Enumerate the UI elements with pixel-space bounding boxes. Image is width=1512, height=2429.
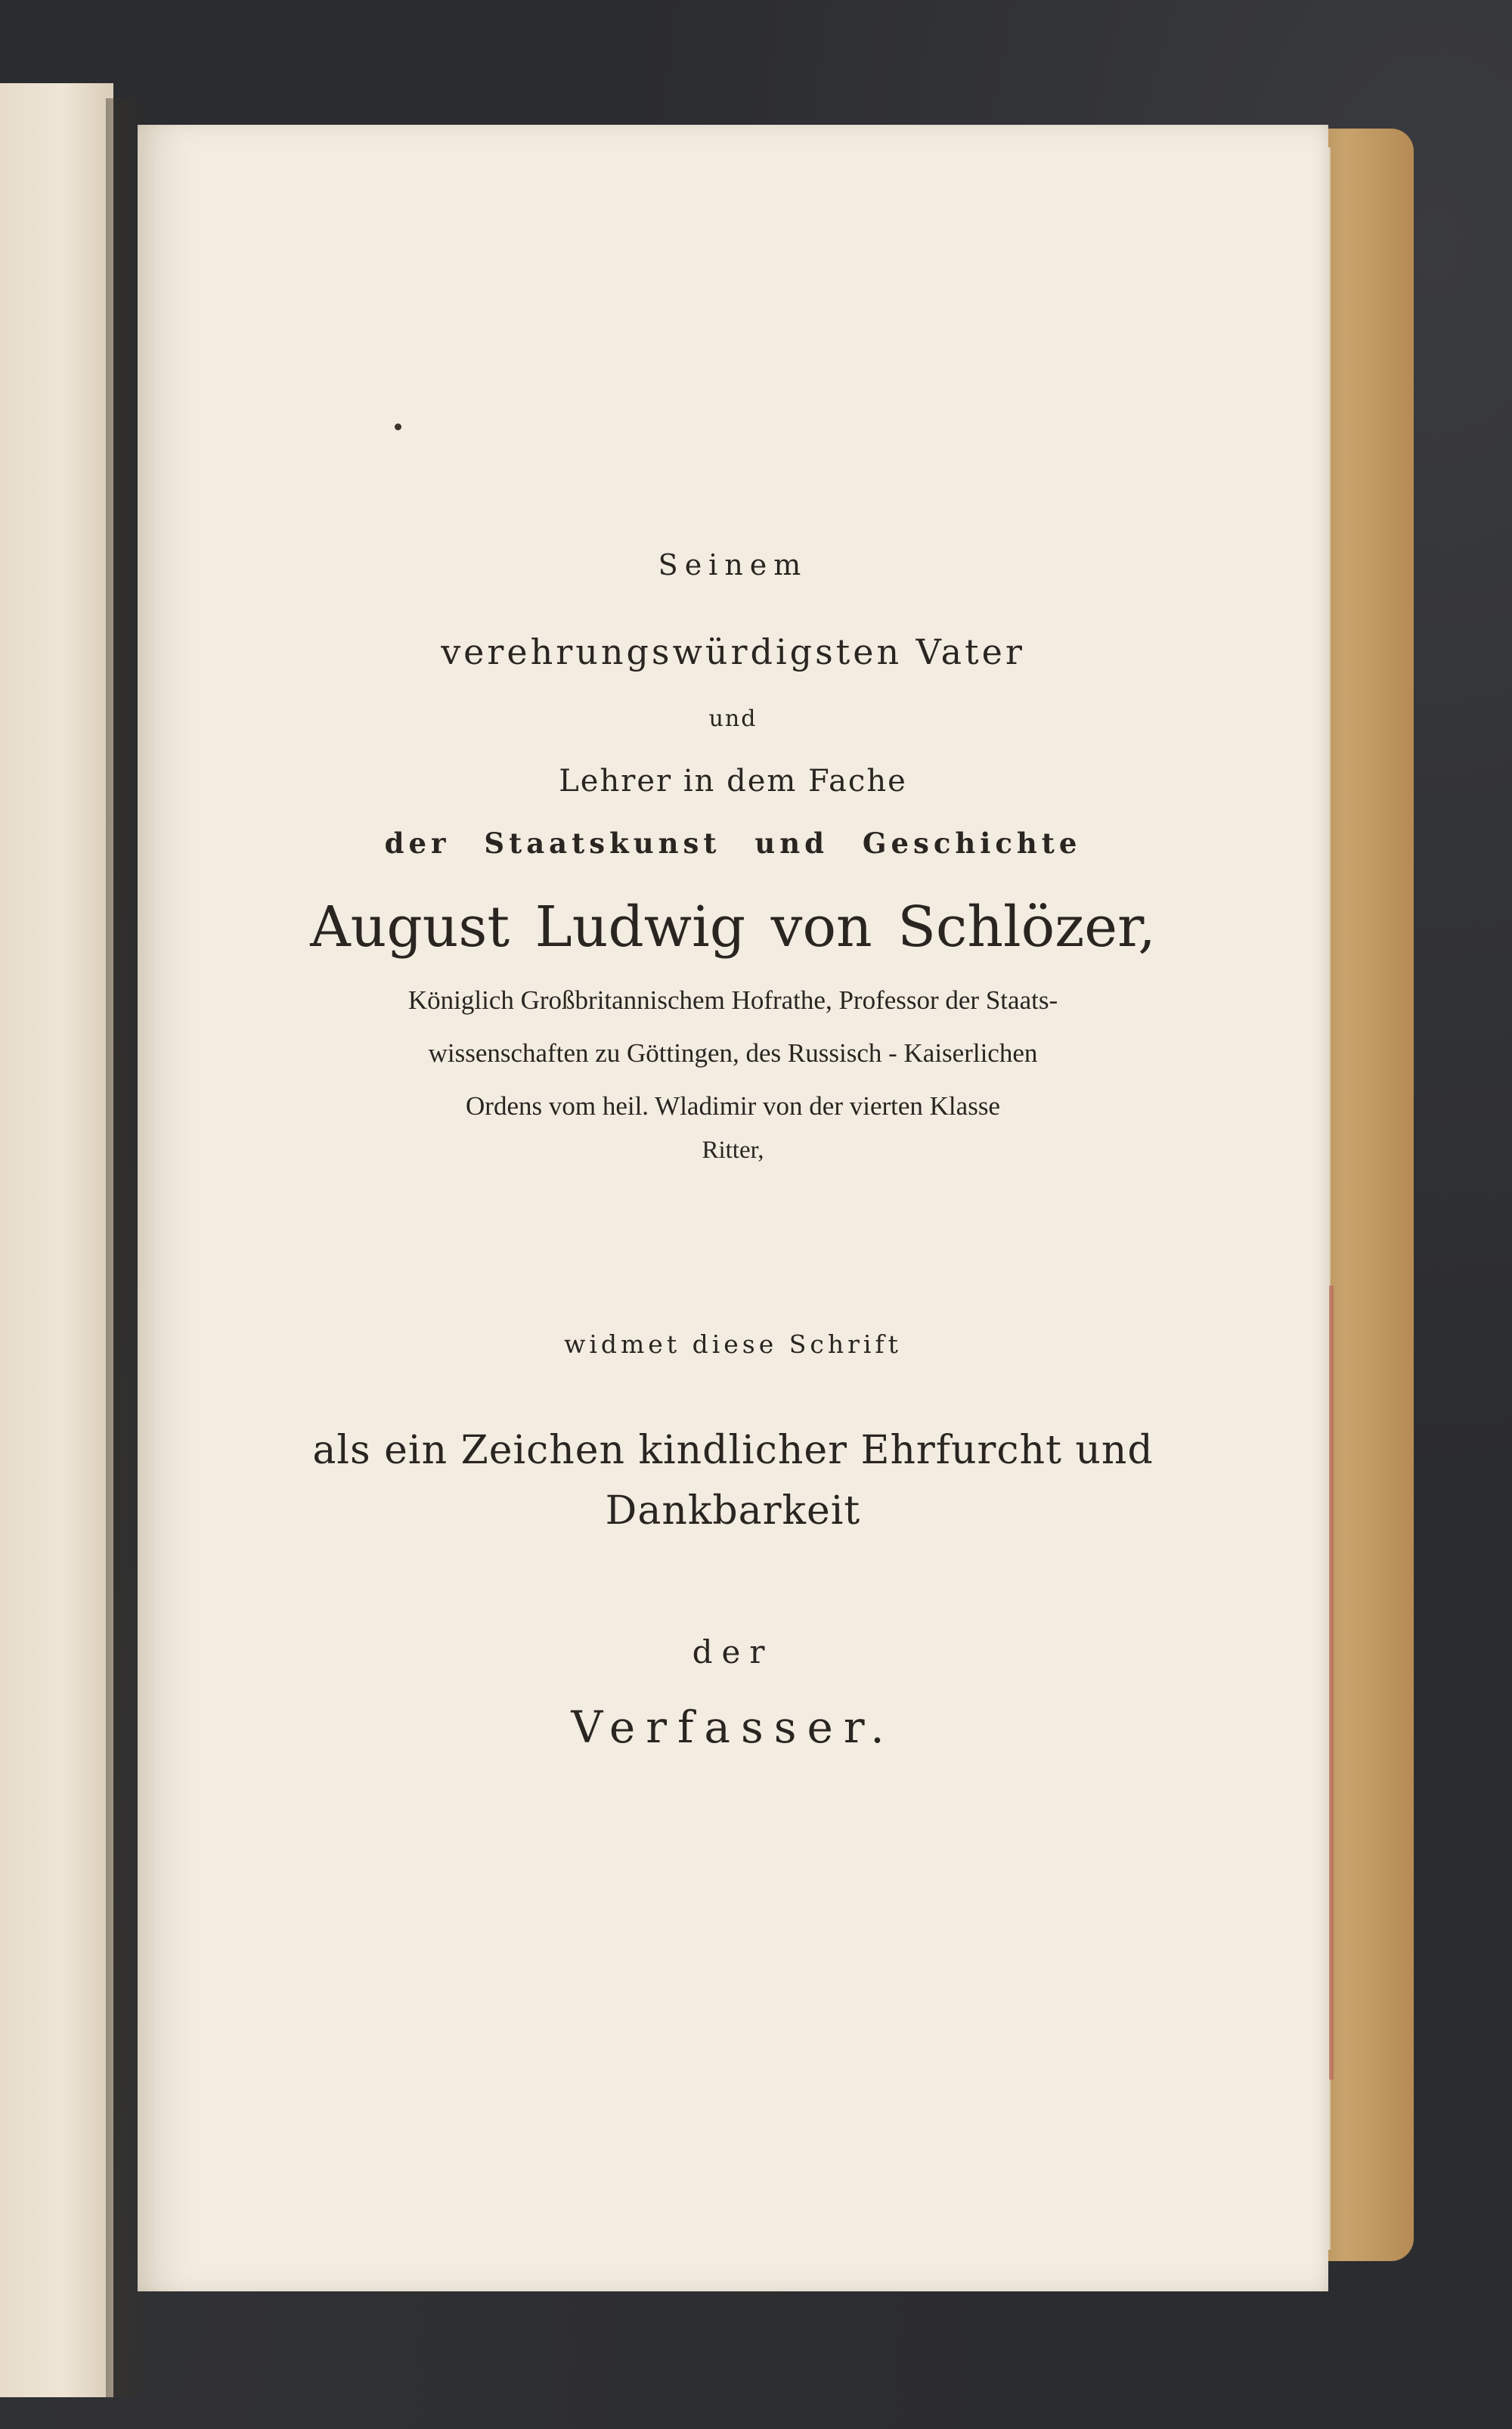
ink-speck — [395, 423, 401, 430]
purpose-line: Dankbarkeit — [605, 1488, 861, 1534]
honoree-title-line: Ritter, — [702, 1137, 764, 1164]
dedication-line-vater: verehrungswürdigsten Vater — [441, 631, 1025, 672]
honoree-title-line: Ordens vom heil. Wladimir von der vierten Klasse — [466, 1091, 1000, 1121]
purpose-line: als ein Zeichen kindlicher Ehrfurcht und — [312, 1428, 1154, 1473]
facing-page-edge — [0, 83, 113, 2397]
closing-article: der — [692, 1633, 774, 1671]
honoree-title-line: Königlich Großbritannischem Hofrathe, Professor der Staats- — [407, 985, 1058, 1015]
closing-author: Verfasser. — [571, 1702, 895, 1753]
dedication-page — [138, 125, 1328, 2291]
dedication-line-lehrer: Lehrer in dem Fache — [559, 764, 907, 799]
honoree-title-line: wissenschaften zu Göttingen, des Russisch - Kaiserlichen — [428, 1038, 1038, 1068]
dedication-line-und: und — [708, 706, 758, 732]
honoree-name: August Ludwig von Schlözer, — [310, 895, 1156, 960]
red-page-edge-stain — [1329, 1286, 1334, 2080]
dedicates-line: widmet diese Schrift — [564, 1329, 902, 1359]
dedication-line-subjects: der Staatskunst und Geschichte — [384, 827, 1082, 860]
dedication-line-seinem: Seinem — [658, 548, 808, 582]
